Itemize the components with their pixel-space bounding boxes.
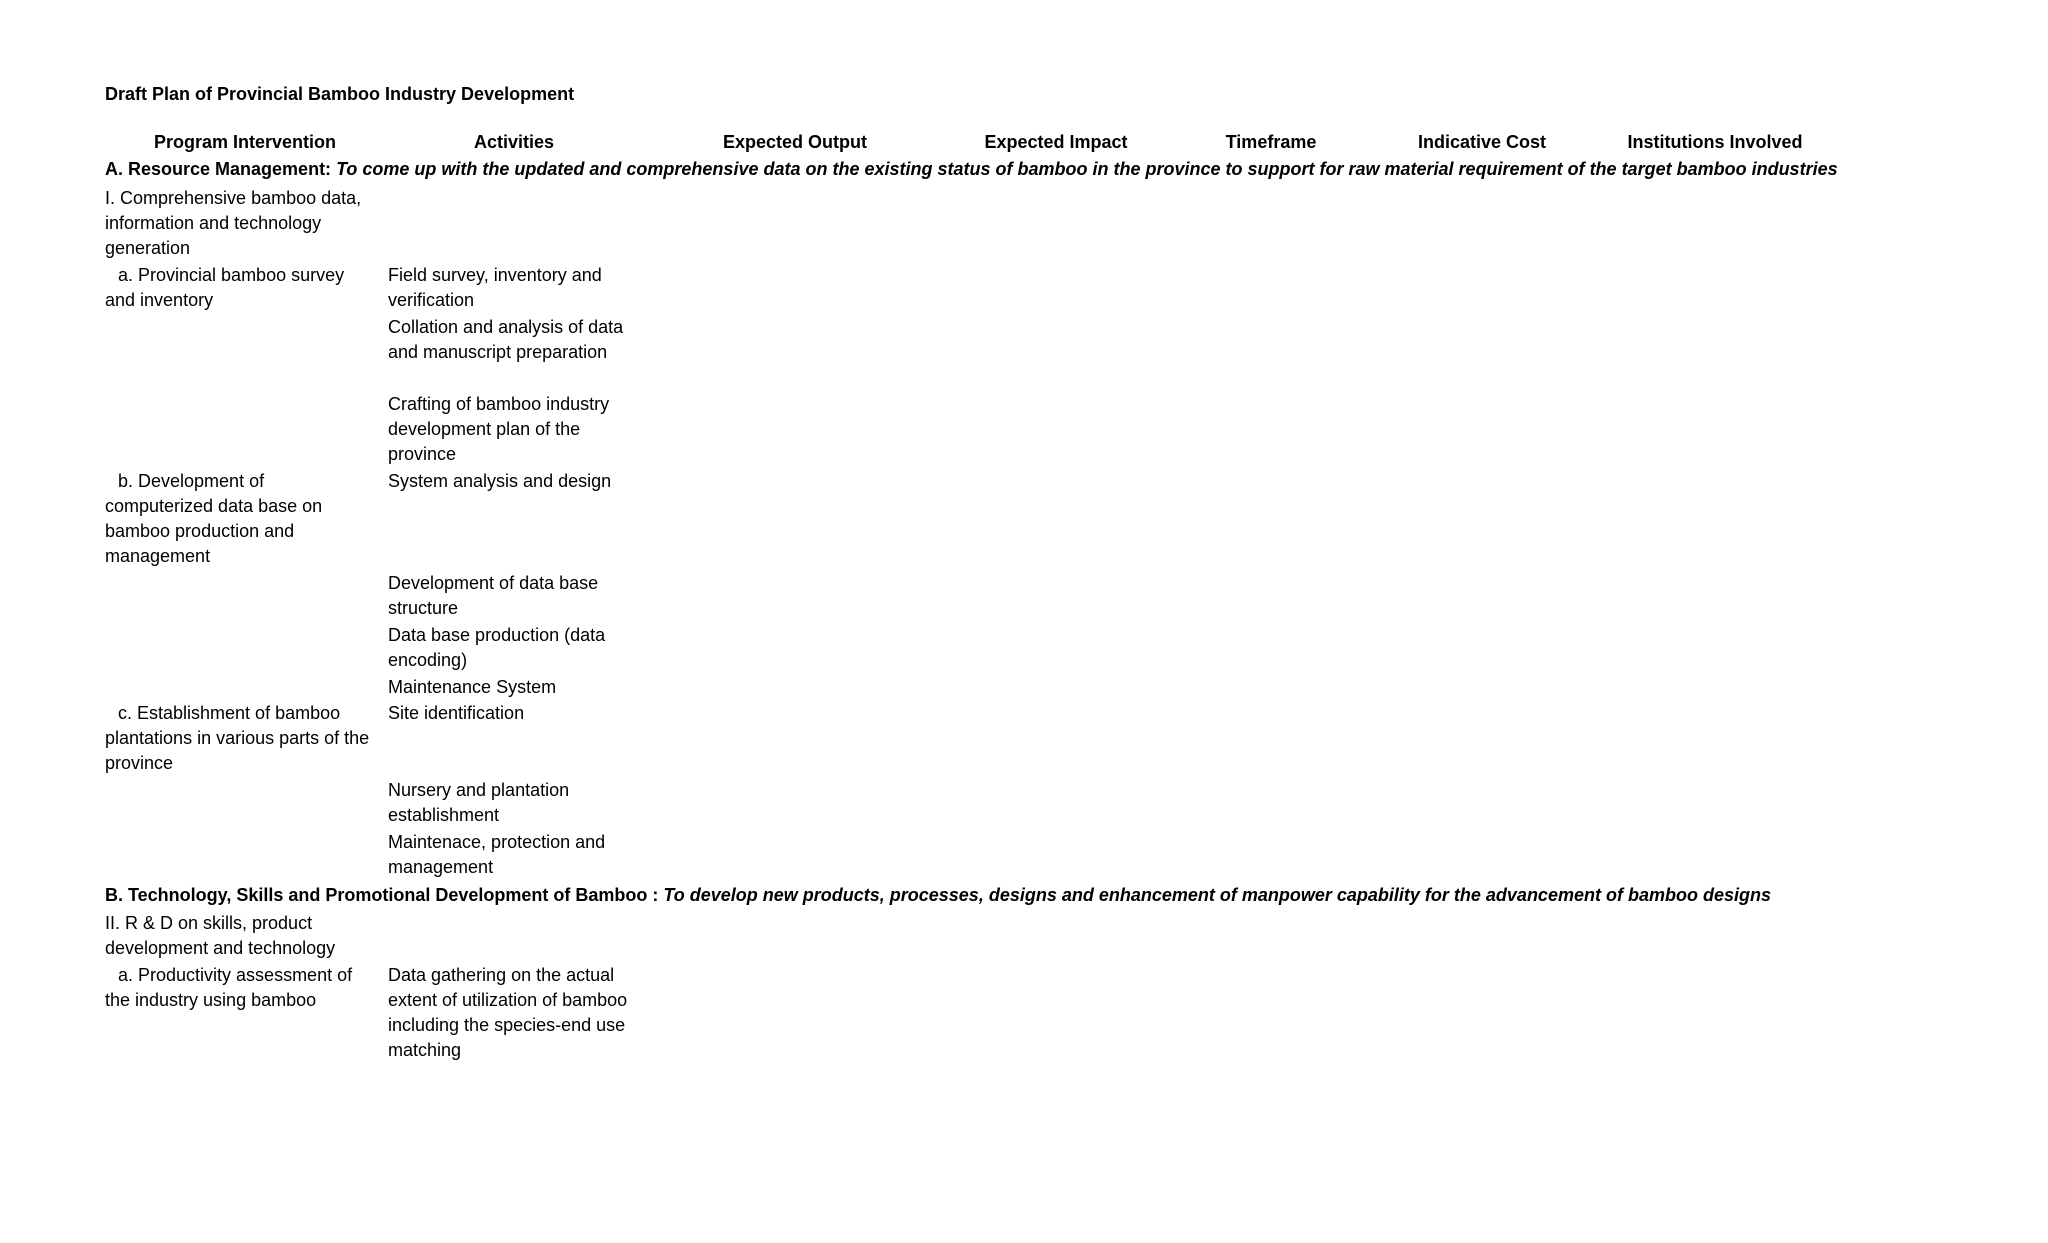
header-timeframe: Timeframe (1225, 132, 1317, 152)
header-institutions-involved: Institutions Involved (1627, 132, 1803, 152)
activity-a2: Collation and analysis of data and manuscript preparation (388, 317, 624, 362)
activity-b1: System analysis and design (388, 471, 612, 491)
header-activities: Activities (473, 132, 555, 152)
section-a-label: A. Resource Management: (105, 159, 332, 179)
header-expected-impact: Expected Impact (984, 132, 1128, 152)
activity-a3: Crafting of bamboo industry development plan of the province (388, 394, 610, 464)
activity-c1: Site identification (388, 703, 525, 723)
document-title: Draft Plan of Provincial Bamboo Industry Development (105, 84, 575, 104)
activity-b4: Maintenance System (388, 677, 557, 697)
intervention-ii: II. R & D on skills, product development and technology (105, 913, 336, 958)
section-b-objective: To develop new products, processes, designs and enhancement of manpower capability for the advancement of bamboo designs (663, 885, 1771, 905)
intervention-ia: a. Provincial bamboo survey and inventory (105, 265, 345, 310)
activity-c3: Maintenace, protection and management (388, 832, 606, 877)
section-a-objective: To come up with the updated and comprehensive data on the existing status of bamboo in the province to support for raw material requirement of the target bamboo industries (336, 159, 1838, 179)
section-b-label: B. Technology, Skills and Promotional Development of Bamboo : (105, 885, 659, 905)
activity-c2: Nursery and plantation establishment (388, 780, 570, 825)
activity-a1: Field survey, inventory and verification (388, 265, 602, 310)
intervention-i: I. Comprehensive bamboo data, information and technology generation (105, 188, 362, 258)
intervention-ib: b. Development of computerized data base on bamboo production and management (105, 471, 323, 566)
header-expected-output: Expected Output (722, 132, 868, 152)
activity-d1: Data gathering on the actual extent of utilization of bamboo including the species-end use matching (388, 965, 628, 1060)
intervention-iia: a. Productivity assessment of the industry using bamboo (105, 965, 353, 1010)
intervention-ic: c. Establishment of bamboo plantations in various parts of the province (105, 703, 370, 773)
section-b-heading (105, 883, 1771, 907)
header-program-intervention: Program Intervention (153, 132, 337, 152)
activity-b2: Development of data base structure (388, 573, 599, 618)
header-indicative-cost: Indicative Cost (1417, 132, 1547, 152)
activity-b3: Data base production (data encoding) (388, 625, 606, 670)
section-a-heading (105, 157, 1838, 181)
